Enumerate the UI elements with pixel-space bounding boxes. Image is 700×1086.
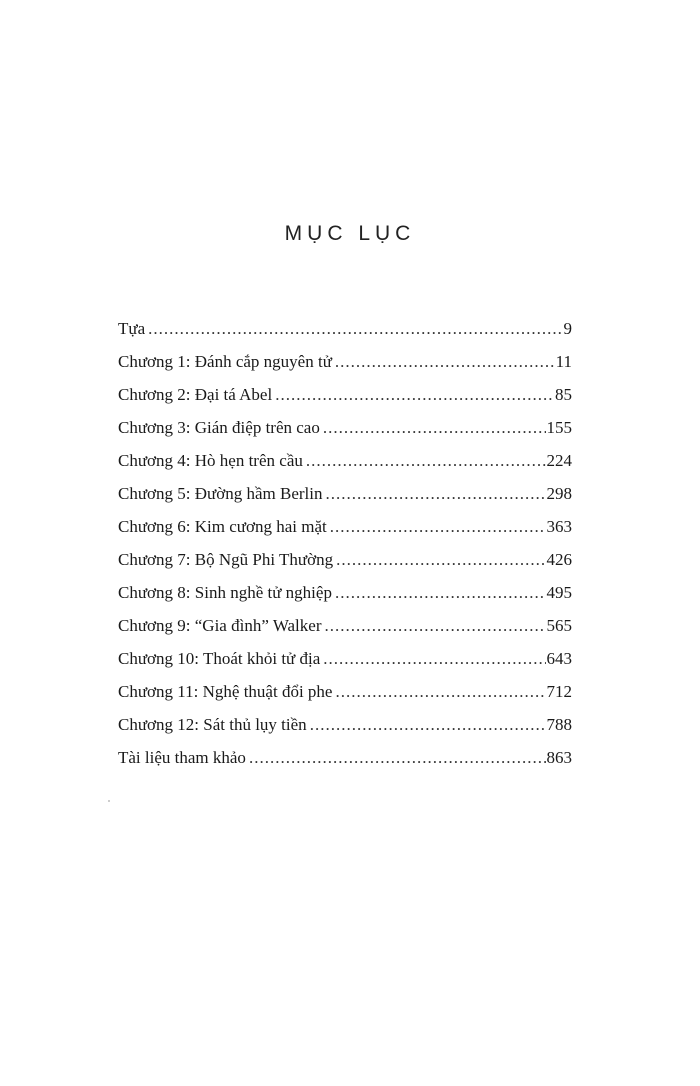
dot-leader bbox=[335, 675, 545, 708]
toc-entry bbox=[118, 609, 572, 642]
toc-entry-title: Chương 11: Nghệ thuật đổi phe bbox=[118, 682, 333, 701]
toc-entry bbox=[118, 741, 572, 774]
toc-entry-title: Chương 6: Kim cương hai mặt bbox=[118, 517, 327, 536]
toc-entry-page-number: 9 bbox=[563, 319, 572, 338]
toc-entry-page-number: 643 bbox=[546, 649, 572, 668]
toc-entry-page-number: 495 bbox=[546, 583, 572, 602]
toc-entry-page-number: 11 bbox=[555, 352, 572, 371]
toc-entry-title: Chương 8: Sinh nghề tử nghiệp bbox=[118, 583, 332, 602]
toc-entry-page-number: 298 bbox=[546, 484, 572, 503]
dot-leader bbox=[335, 345, 555, 378]
toc-entry-page-number: 363 bbox=[546, 517, 572, 536]
toc-entry bbox=[118, 543, 572, 576]
toc-entry-title: Chương 9: “Gia đình” Walker bbox=[118, 616, 322, 635]
dot-leader bbox=[275, 378, 554, 411]
toc-entry-page-number: 224 bbox=[546, 451, 572, 470]
toc-entry-page-number: 155 bbox=[546, 418, 572, 437]
toc-entry bbox=[118, 411, 572, 444]
dot-leader bbox=[249, 741, 546, 774]
dot-leader bbox=[148, 312, 562, 345]
dot-leader bbox=[326, 477, 546, 510]
toc-entry bbox=[118, 444, 572, 477]
toc-entry-title: Chương 3: Gián điệp trên cao bbox=[118, 418, 320, 437]
toc-entry bbox=[118, 477, 572, 510]
toc-entry-title: Chương 2: Đại tá Abel bbox=[118, 385, 273, 404]
toc-entry-page-number: 863 bbox=[546, 748, 572, 767]
toc-entry bbox=[118, 708, 572, 741]
toc-entry-page-number: 426 bbox=[546, 550, 572, 569]
toc-entry-title: Chương 1: Đánh cắp nguyên tử bbox=[118, 352, 332, 371]
toc-entry-page-number: 85 bbox=[555, 385, 572, 404]
dot-leader bbox=[310, 708, 546, 741]
toc-entry-title: Tài liệu tham khảo bbox=[118, 748, 246, 767]
toc-entry bbox=[118, 510, 572, 543]
toc-entry-page-number: 565 bbox=[546, 616, 572, 635]
dot-leader bbox=[330, 510, 546, 543]
toc-entry-title: Chương 12: Sát thủ lụy tiền bbox=[118, 715, 307, 734]
paper-speck bbox=[108, 800, 110, 802]
table-of-contents bbox=[118, 312, 572, 774]
dot-leader bbox=[323, 411, 546, 444]
toc-entry-page-number: 712 bbox=[546, 682, 572, 701]
toc-entry bbox=[118, 312, 572, 345]
toc-entry-title: Chương 10: Thoát khỏi tử địa bbox=[118, 649, 321, 668]
toc-entry-title: Chương 5: Đường hầm Berlin bbox=[118, 484, 323, 503]
dot-leader bbox=[323, 642, 545, 675]
toc-entry bbox=[118, 642, 572, 675]
toc-entry-title: Tựa bbox=[118, 319, 146, 338]
toc-entry bbox=[118, 345, 572, 378]
toc-entry bbox=[118, 576, 572, 609]
toc-entry-title: Chương 4: Hò hẹn trên cầu bbox=[118, 451, 303, 470]
toc-entry-title: Chương 7: Bộ Ngũ Phi Thường bbox=[118, 550, 334, 569]
toc-entry bbox=[118, 378, 572, 411]
page-title: MỤC LỤC bbox=[284, 222, 416, 245]
toc-entry-page-number: 788 bbox=[546, 715, 572, 734]
dot-leader bbox=[336, 543, 545, 576]
toc-entry bbox=[118, 675, 572, 708]
dot-leader bbox=[335, 576, 546, 609]
dot-leader bbox=[306, 444, 546, 477]
dot-leader bbox=[324, 609, 545, 642]
